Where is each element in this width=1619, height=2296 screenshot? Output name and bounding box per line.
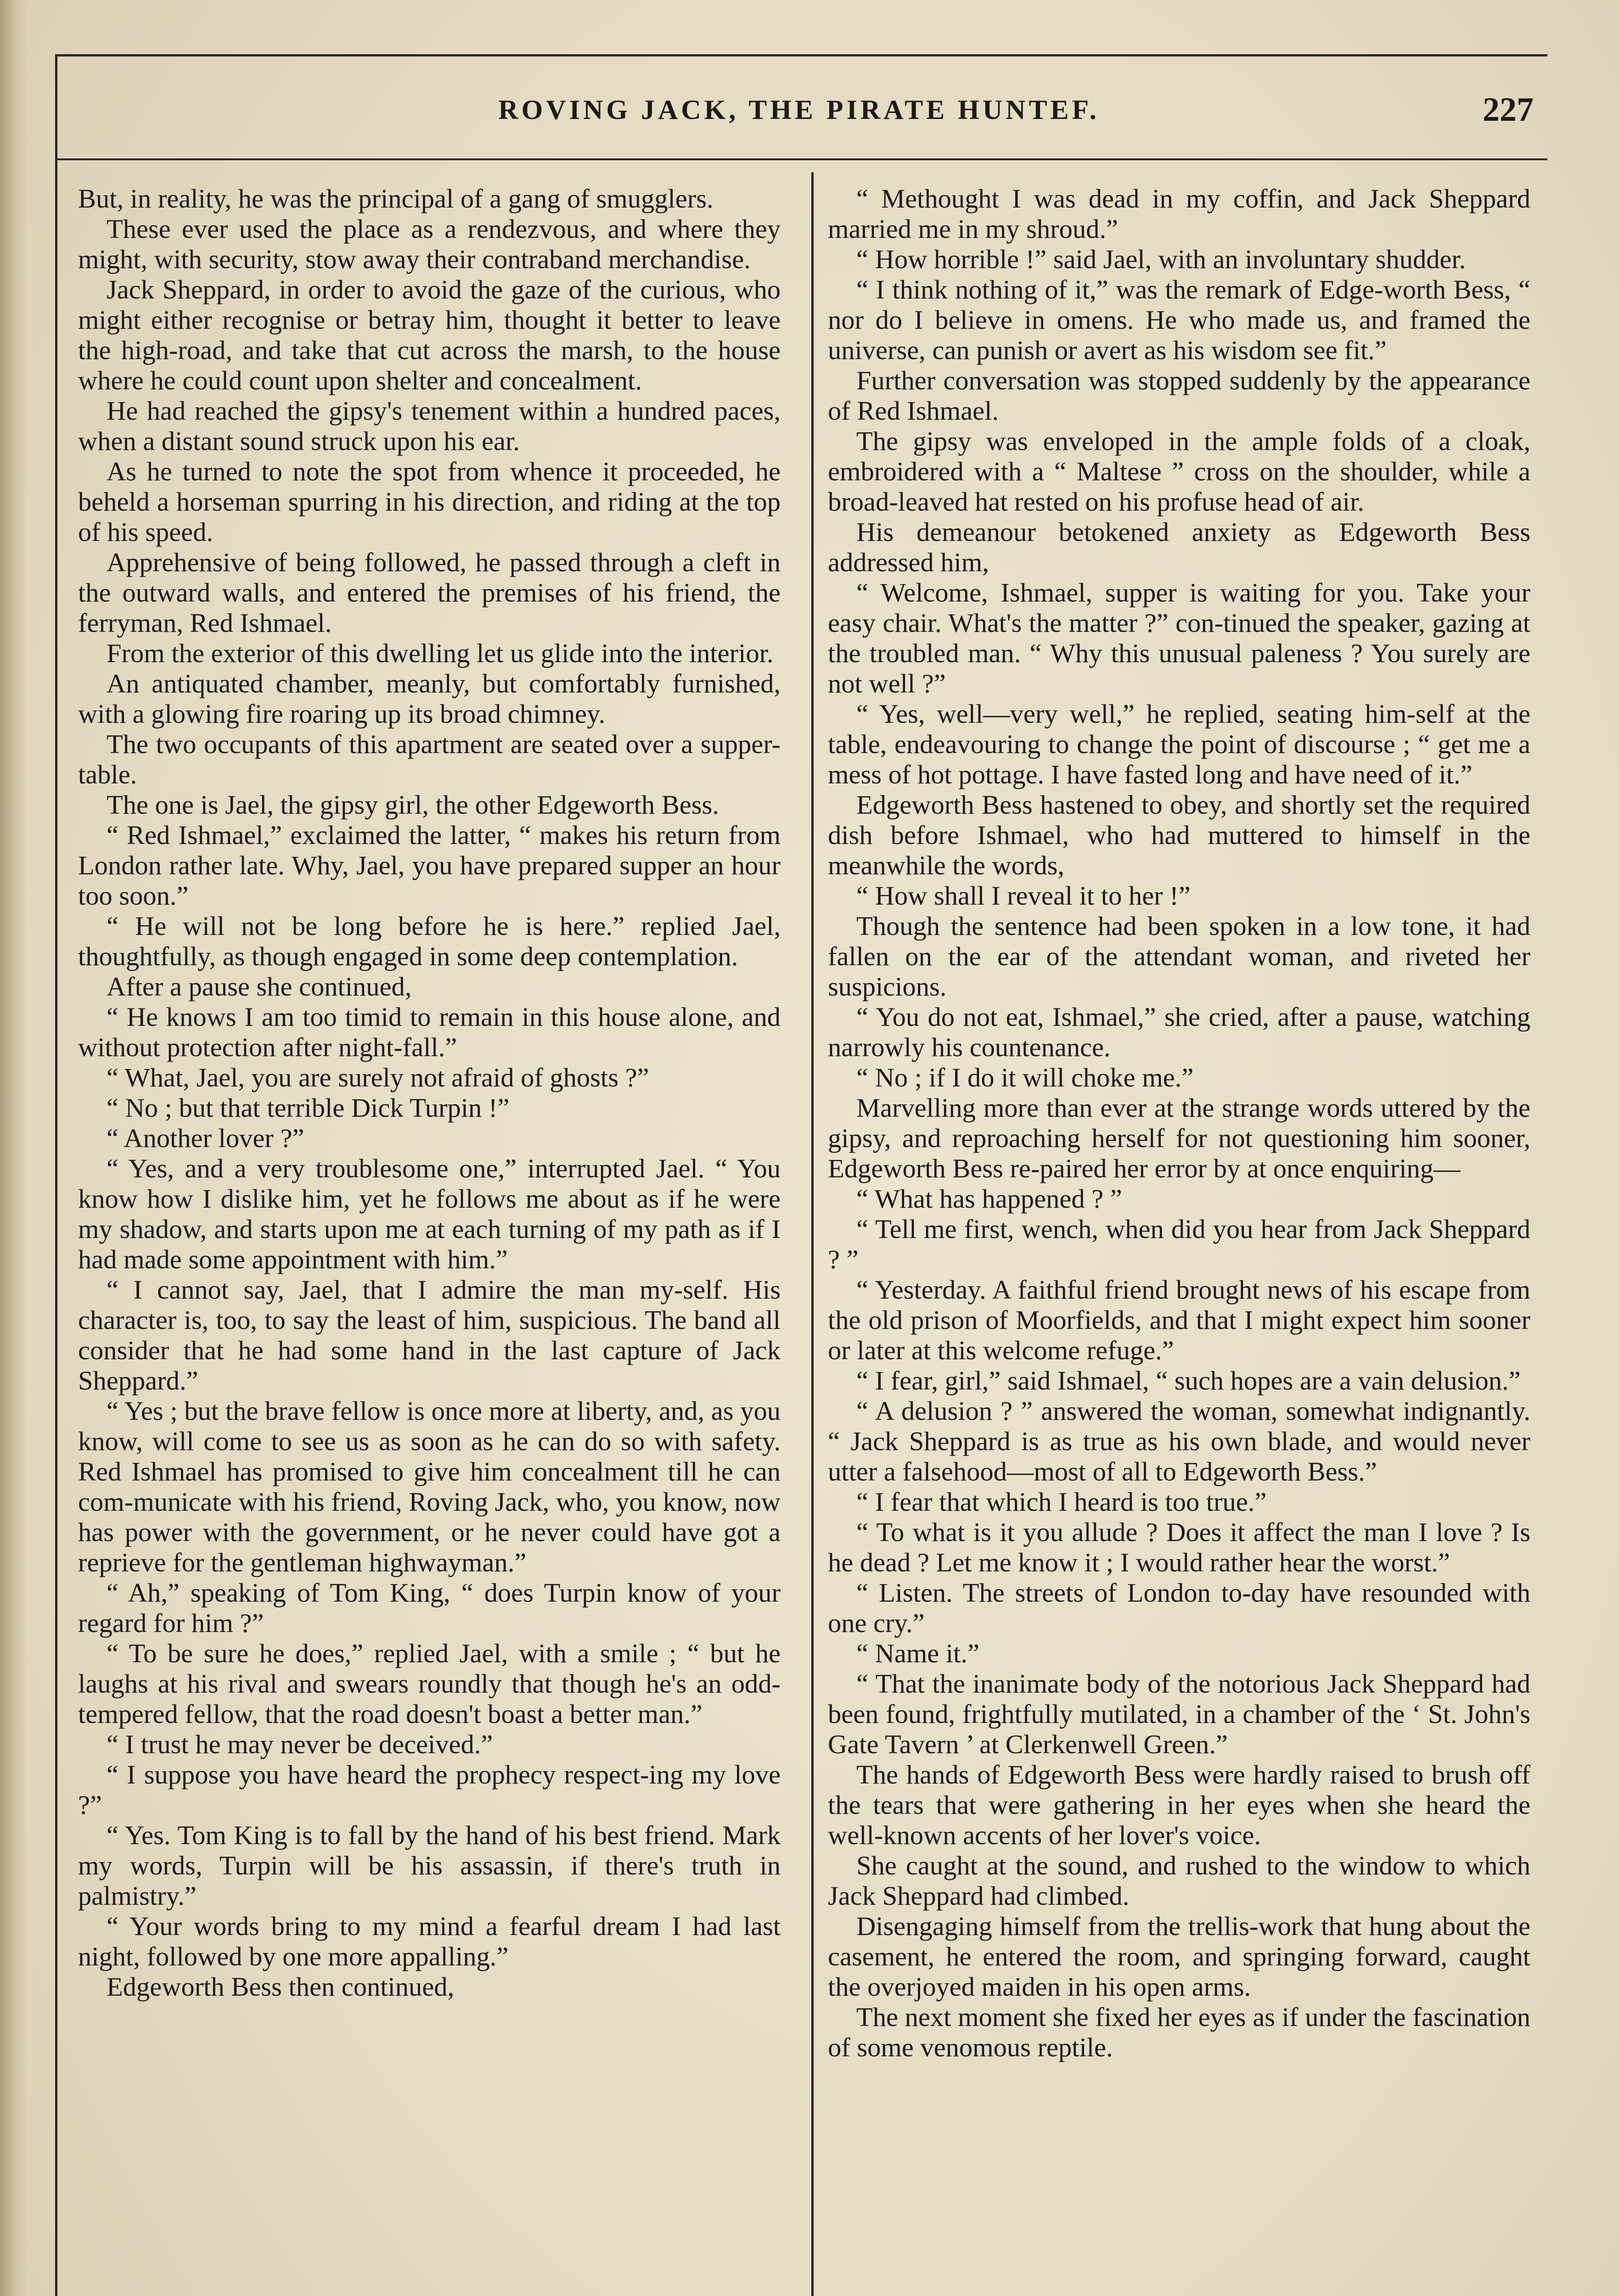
paragraph: The next moment she fixed her eyes as if under the fascination of some venomous reptile. — [828, 2002, 1530, 2062]
paragraph: But, in reality, he was the principal of a gang of smugglers. — [78, 184, 714, 214]
paragraph: “ How shall I reveal it to her !” — [856, 881, 1191, 911]
paragraph: “ I fear, girl,” said Ishmael, “ such hopes are a vain delusion.” — [856, 1366, 1521, 1396]
page-frame-top — [55, 54, 1547, 56]
page-spine-shadow — [0, 0, 28, 2296]
paragraph: Apprehensive of being followed, he passed through a cleft in the outward walls, and entered the premises of his friend, the ferryman, Red Ishmael. — [78, 547, 781, 638]
paragraph: “ Welcome, Ishmael, supper is waiting for you. Take your easy chair. What's the matter ?” con-tinued the speaker, gazing at the troubled man. “ Why this unusual paleness ? You surely are not well ?” — [828, 578, 1530, 698]
paragraph: “ Another lover ?” — [107, 1123, 304, 1153]
paragraph: After a pause she continued, — [107, 972, 412, 1002]
right-column — [828, 184, 1530, 2296]
left-column — [78, 184, 781, 2296]
paragraph: “ No ; but that terrible Dick Turpin !” — [107, 1093, 510, 1123]
paragraph: “ I think nothing of it,” was the remark of Edge-worth Bess, “ nor do I believe in omens. He who made us, and framed the universe, can punish or avert as his wisdom see fit.” — [828, 275, 1530, 365]
paragraph: Further conversation was stopped suddenly by the appearance of Red Ishmael. — [828, 366, 1530, 426]
paragraph: Disengaging himself from the trellis-work that hung about the casement, he entered the room, and springing forward, caught the overjoyed maiden in his open arms. — [828, 1911, 1530, 2002]
header-rule — [57, 158, 1547, 160]
paragraph: She caught at the sound, and rushed to the window to which Jack Sheppard had climbed. — [828, 1851, 1530, 1911]
paragraph: The one is Jael, the gipsy girl, the other Edgeworth Bess. — [107, 790, 719, 820]
paragraph: From the exterior of this dwelling let us glide into the interior. — [107, 638, 774, 668]
paragraph: “ Tell me first, wench, when did you hear from Jack Sheppard ? ” — [828, 1214, 1530, 1274]
paragraph: “ That the inanimate body of the notorious Jack Sheppard had been found, frightfully mutilated, in a chamber of the ‘ St. John's Gate Tavern ’ at Clerkenwell Green.” — [828, 1669, 1530, 1759]
paragraph: “ Name it.” — [856, 1638, 979, 1668]
paragraph: Though the sentence had been spoken in a low tone, it had fallen on the ear of the attendant woman, and riveted her suspicions. — [828, 911, 1530, 1002]
paragraph: “ Red Ishmael,” exclaimed the latter, “ makes his return from London rather late. Why, Jael, you have prepared supper an hour too soon.” — [78, 820, 781, 911]
paragraph: Marvelling more than ever at the strange words uttered by the gipsy, and reproaching herself for not questioning him sooner, Edgeworth Bess re-paired her error by at once enquiring— — [828, 1093, 1530, 1183]
paragraph: His demeanour betokened anxiety as Edgeworth Bess addressed him, — [828, 517, 1530, 577]
paragraph: An antiquated chamber, meanly, but comfortably furnished, with a glowing fire roaring up its broad chimney. — [78, 669, 781, 729]
paragraph: Jack Sheppard, in order to avoid the gaze of the curious, who might either recognise or betray him, thought it better to leave the high-road, and take that cut across the marsh, to the house where he could count upon shelter and concealment. — [78, 275, 781, 395]
paragraph: “ How horrible !” said Jael, with an involuntary shudder. — [856, 244, 1466, 274]
paragraph: “ He knows I am too timid to remain in this house alone, and without protection after night-fall.” — [78, 1002, 781, 1062]
paragraph: “ What has happened ? ” — [856, 1184, 1122, 1214]
paragraph: “ He will not be long before he is here.” replied Jael, thoughtfully, as though engaged in some deep contemplation. — [78, 911, 781, 971]
paragraph: The gipsy was enveloped in the ample folds of a cloak, embroidered with a “ Maltese ” cross on the shoulder, while a broad-leaved hat rested on his profuse head of air. — [828, 426, 1530, 517]
paragraph: The hands of Edgeworth Bess were hardly raised to brush off the tears that were gathering in her eyes when she heard the well-known accents of her lover's voice. — [828, 1760, 1530, 1850]
paragraph: “ Yes ; but the brave fellow is once more at liberty, and, as you know, will come to see us as soon as he can do so with safety. Red Ishmael has promised to give him concealment till he can com-municate with his friend, Roving Jack, who, you know, now has power with the government, or he never could have got a reprieve for the gentleman highwayman.” — [78, 1396, 781, 1577]
paragraph: He had reached the gipsy's tenement within a hundred paces, when a distant sound struck upon his ear. — [78, 396, 781, 456]
paragraph: “ Yes, well—very well,” he replied, seating him-self at the table, endeavouring to change the point of discourse ; “ get me a mess of hot pottage. I have fasted long and have need of it.” — [828, 699, 1530, 789]
page-header — [60, 91, 1538, 145]
paragraph: “ To be sure he does,” replied Jael, with a smile ; “ but he laughs at his rival and swears roundly that though he's an odd-tempered fellow, that the road doesn't boast a better man.” — [78, 1638, 781, 1729]
paragraph: “ Ah,” speaking of Tom King, “ does Turpin know of your regard for him ?” — [78, 1578, 781, 1638]
paragraph: “ What, Jael, you are surely not afraid of ghosts ?” — [107, 1063, 649, 1092]
paragraph: “ I fear that which I heard is too true.” — [856, 1487, 1267, 1517]
paragraph: “ Your words bring to my mind a fearful dream I had last night, followed by one more appalling.” — [78, 1911, 781, 1971]
paragraph: Edgeworth Bess hastened to obey, and shortly set the required dish before Ishmael, who had muttered to himself in the meanwhile the words, — [828, 790, 1530, 880]
paragraph: “ I trust he may never be deceived.” — [107, 1729, 493, 1759]
paragraph: “ I cannot say, Jael, that I admire the man my-self. His character is, too, to say the least of him, suspicious. The band all consider that he had some hand in the last capture of Jack Sheppard.” — [78, 1275, 781, 1396]
paragraph: “ No ; if I do it will choke me.” — [856, 1063, 1194, 1092]
paragraph: Edgeworth Bess then continued, — [107, 1972, 455, 2002]
paragraph: “ A delusion ? ” answered the woman, somewhat indignantly. “ Jack Sheppard is as true as his own blade, and would never utter a falsehood—most of all to Edgeworth Bess.” — [828, 1396, 1530, 1486]
running-title: ROVING JACK, THE PIRATE HUNTEF. — [498, 95, 1100, 125]
page-number: 227 — [1483, 91, 1534, 129]
paragraph: “ I suppose you have heard the prophecy respect-ing my love ?” — [78, 1760, 781, 1820]
paragraph: “ You do not eat, Ishmael,” she cried, after a pause, watching narrowly his countenance. — [828, 1002, 1530, 1062]
paragraph: As he turned to note the spot from whence it proceeded, he beheld a horseman spurring in his direction, and riding at the top of his speed. — [78, 456, 781, 547]
page-frame-left — [55, 54, 57, 2296]
paragraph: “ Yes, and a very troublesome one,” interrupted Jael. “ You know how I dislike him, yet he follows me about as if he were my shadow, and starts upon me at each turning of my path as if I had made some appointment with him.” — [78, 1154, 781, 1274]
paragraph: “ Listen. The streets of London to-day have resounded with one cry.” — [828, 1578, 1530, 1638]
column-divider — [811, 172, 814, 2296]
paragraph: “ Yes. Tom King is to fall by the hand of his best friend. Mark my words, Turpin will be his assassin, if there's truth in palmistry.” — [78, 1820, 781, 1911]
paragraph: “ Methought I was dead in my coffin, and Jack Sheppard married me in my shroud.” — [828, 184, 1530, 244]
paragraph: These ever used the place as a rendezvous, and where they might, with security, stow away their contraband merchandise. — [78, 214, 781, 274]
paragraph: “ To what is it you allude ? Does it affect the man I love ? Is he dead ? Let me know it ; I would rather hear the worst.” — [828, 1517, 1530, 1577]
paragraph: “ Yesterday. A faithful friend brought news of his escape from the old prison of Moorfields, and that I might expect him sooner or later at this welcome refuge.” — [828, 1275, 1530, 1365]
paragraph: The two occupants of this apartment are seated over a supper-table. — [78, 729, 781, 789]
